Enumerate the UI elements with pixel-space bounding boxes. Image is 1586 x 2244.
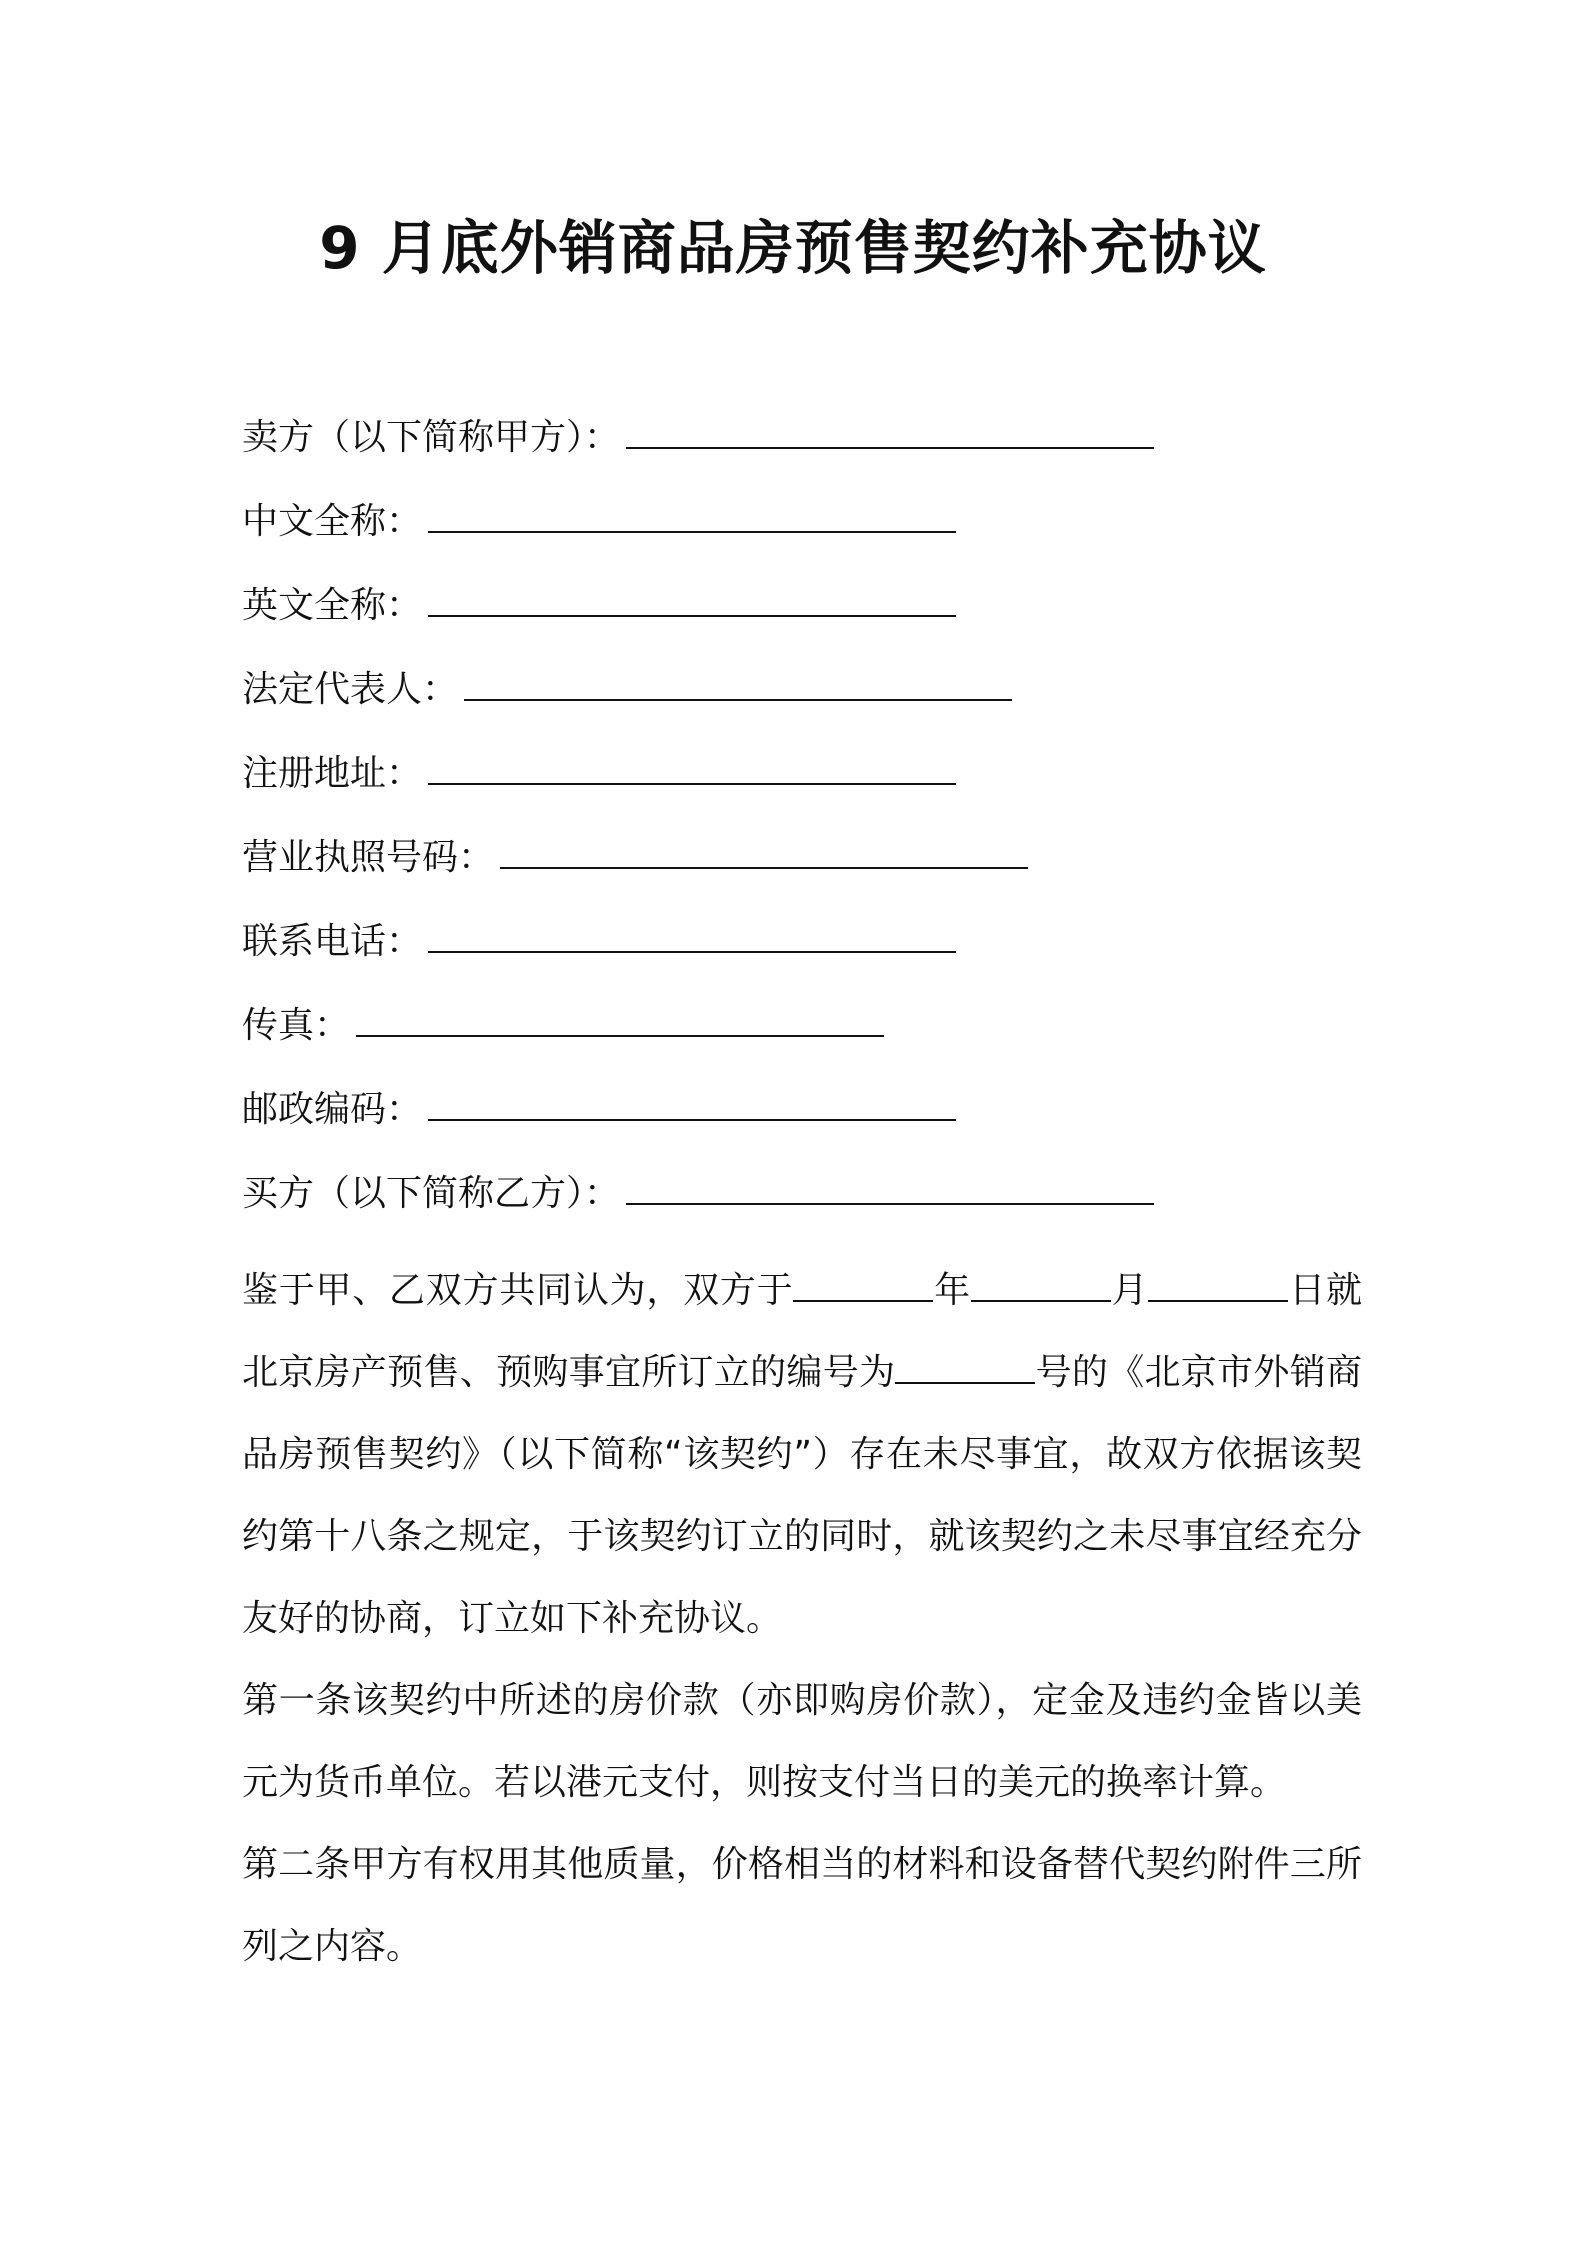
legal-representative-field xyxy=(242,660,1362,744)
field-label: 营业执照号码： xyxy=(242,837,495,878)
party-fields xyxy=(242,408,1362,1248)
fax-field xyxy=(242,996,1362,1080)
blank-line xyxy=(500,831,1028,869)
article-2: 第二条甲方有权用其他质量，价格相当的材料和设备替代契约附件三所列之内容。 xyxy=(242,1844,1362,1967)
blank-line xyxy=(895,1344,1035,1384)
field-label: 法定代表人： xyxy=(242,669,459,710)
field-label: 英文全称： xyxy=(242,585,423,626)
registered-address-field xyxy=(242,744,1362,828)
intro-text-1: 鉴于甲、乙双方共同认为，双方于 xyxy=(242,1270,794,1311)
blank-line xyxy=(356,999,884,1037)
document-title: 9 月底外销商品房预售契约补充协议 xyxy=(319,214,1267,282)
intro-text-2: 就北京房产预售、预购事宜所订立的编号为 xyxy=(242,1270,1362,1393)
blank-line xyxy=(971,1262,1111,1302)
seller-field xyxy=(242,408,1362,492)
blank-line xyxy=(464,663,1012,701)
blank-line xyxy=(428,579,956,617)
field-label: 传真： xyxy=(242,1005,351,1046)
english-name-field xyxy=(242,576,1362,660)
field-label: 注册地址： xyxy=(242,753,423,794)
year-label: 年 xyxy=(933,1270,971,1311)
agreement-body xyxy=(242,1250,1362,1988)
chinese-name-field xyxy=(242,492,1362,576)
blank-line xyxy=(428,1083,956,1121)
field-label: 卖方（以下简称甲方）： xyxy=(242,417,621,458)
buyer-field xyxy=(242,1164,1362,1248)
postal-code-field xyxy=(242,1080,1362,1164)
intro-text-3: 号的《北京市外销商品房预售契约》（以下简称“该契约”）存在未尽事宜，故双方依据该契约第十八条之规定，于该契约订立的同时，就该契约之未尽事宜经充分友好的协商，订立如下补充协议。 xyxy=(242,1352,1362,1639)
field-label: 联系电话： xyxy=(242,921,423,962)
blank-line xyxy=(428,915,956,953)
blank-line xyxy=(626,411,1154,449)
blank-line xyxy=(1148,1262,1288,1302)
field-label: 邮政编码： xyxy=(242,1089,423,1130)
field-label: 买方（以下简称乙方）： xyxy=(242,1173,621,1214)
blank-line xyxy=(428,747,956,785)
business-license-field xyxy=(242,828,1362,912)
intro-paragraph xyxy=(242,1250,1362,1660)
field-label: 中文全称： xyxy=(242,501,423,542)
blank-line xyxy=(793,1262,933,1302)
phone-field xyxy=(242,912,1362,996)
article-1: 第一条该契约中所述的房价款（亦即购房价款），定金及违约金皆以美元为货币单位。若以港元支付，则按支付当日的美元的换率计算。 xyxy=(242,1680,1362,1803)
blank-line xyxy=(626,1167,1154,1205)
day-label: 日 xyxy=(1288,1270,1326,1311)
month-label: 月 xyxy=(1110,1270,1149,1311)
blank-line xyxy=(428,495,956,533)
